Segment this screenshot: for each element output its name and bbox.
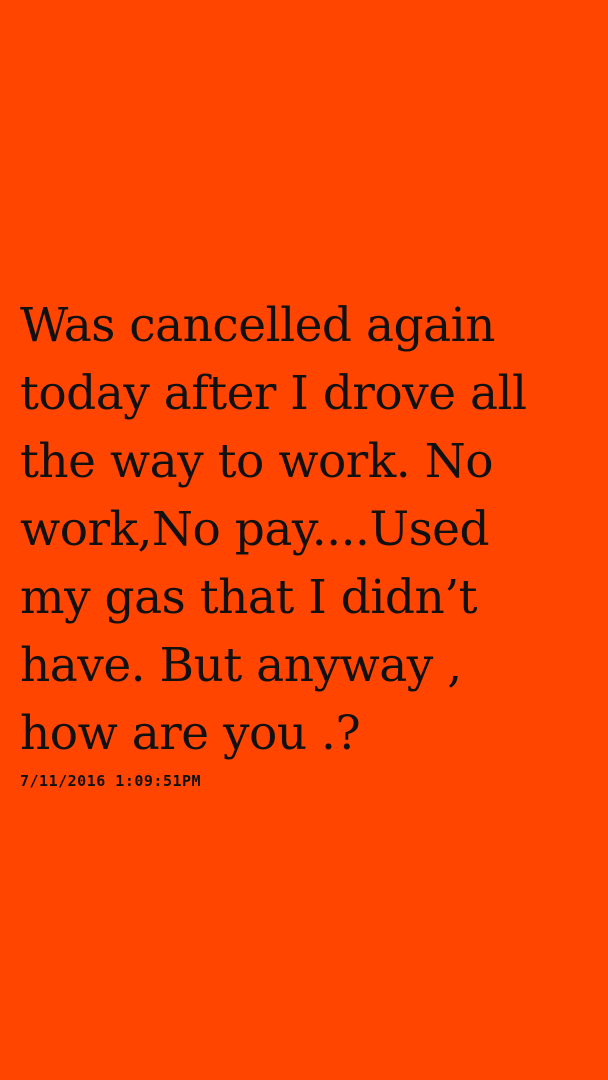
message-text: Was cancelled again today after I drove all the way to work. No work,No pay....Used my gas that I didn’t have. But anyway , how are you .? xyxy=(20,298,527,761)
message-timestamp: 7/11/2016 1:09:51PM xyxy=(20,772,202,790)
